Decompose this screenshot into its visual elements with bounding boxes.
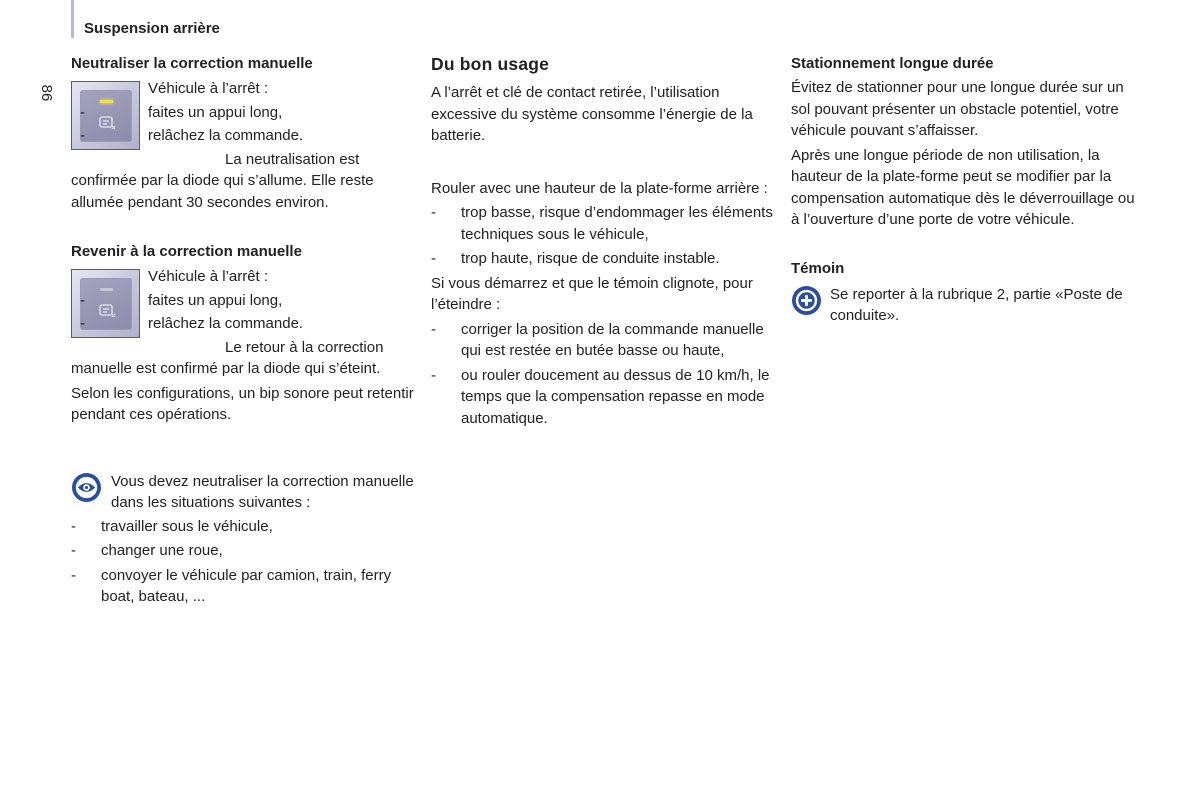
list-item: - relâchez la commande. (71, 125, 416, 147)
temoin-heading: Témoin (791, 259, 845, 277)
parking-section (791, 54, 1136, 231)
neutralise-intro: Véhicule à l’arrêt : (148, 80, 269, 97)
revert-confirm: Le retour à la correction manuelle est confirmé par la diode qui s’éteint. (71, 338, 384, 377)
list-item: - faites un appui long, (71, 102, 416, 124)
column-middle (431, 52, 776, 429)
parking-para2: Après une longue période de non utilisation, la hauteur de la plate-forme peut se modifier par la compensation automatique dès le déverrouillage ou à l’ouverture d’une porte de votre véhicule. (791, 146, 1135, 228)
list-item: - ou rouler doucement au dessus de 10 km/h, le temps que la compensation repasse en mode automatique. (431, 365, 776, 430)
neutralise-heading: Neutraliser la correction manuelle (71, 55, 313, 72)
plus-icon (791, 285, 822, 316)
section-title: Suspension arrière (84, 20, 220, 37)
page-number: 86 (38, 84, 55, 102)
parking-para1: Évitez de stationner pour une longue durée sur un sol pouvant présenter un obstacle potentiel, votre véhicule pouvant s’affaisser. (791, 79, 1124, 139)
parking-heading: Stationnement longue durée (791, 55, 994, 72)
list-item: - faites un appui long, (71, 290, 416, 312)
column-right (791, 54, 1136, 327)
list-item: - trop haute, risque de conduite instable. (431, 248, 776, 270)
temoin-text: Se reporter à la rubrique 2, partie «Poste de conduite». (830, 285, 1123, 324)
warning-box (71, 471, 416, 608)
list-item: - convoyer le véhicule par camion, train, ferry boat, bateau, ... (71, 565, 416, 608)
revert-section (71, 242, 416, 426)
good-usage-heading: Du bon usage (431, 54, 550, 74)
good-usage-para3: Si vous démarrez et que le témoin clignote, pour l’éteindre : (431, 274, 753, 313)
list-item: - relâchez la commande. (71, 313, 416, 335)
list-item: - changer une roue, (71, 540, 416, 562)
header-accent-bar (71, 0, 74, 38)
column-left (71, 54, 416, 608)
eye-icon (71, 472, 102, 503)
height-risks (431, 202, 776, 270)
list-item: - corriger la position de la commande manuelle qui est restée en butée basse ou haute, (431, 319, 776, 362)
corrective-actions (431, 319, 776, 430)
list-item: - trop basse, risque d’endommager les éléments techniques sous le véhicule, (431, 202, 776, 245)
neutralise-section (71, 54, 416, 213)
neutralise-confirm: La neutralisation est confirmée par la diode qui s’allume. Elle reste allumée pendant 30 secondes environ. (71, 150, 374, 211)
revert-intro: Véhicule à l’arrêt : (148, 268, 269, 285)
warning-items (71, 516, 416, 608)
list-item: - travailler sous le véhicule, (71, 516, 416, 538)
warning-text: Vous devez neutraliser la correction manuelle dans les situations suivantes : (111, 472, 414, 511)
temoin-section (791, 259, 1136, 327)
revert-heading: Revenir à la correction manuelle (71, 243, 302, 260)
good-usage-para1: A l’arrêt et clé de contact retirée, l’utilisation excessive du système consomme l’énergie de la batterie. (431, 84, 753, 144)
revert-note: Selon les configurations, un bip sonore peut retentir pendant ces opérations. (71, 384, 414, 423)
good-usage-para2: Rouler avec une hauteur de la plate-forme arrière : (431, 179, 768, 197)
